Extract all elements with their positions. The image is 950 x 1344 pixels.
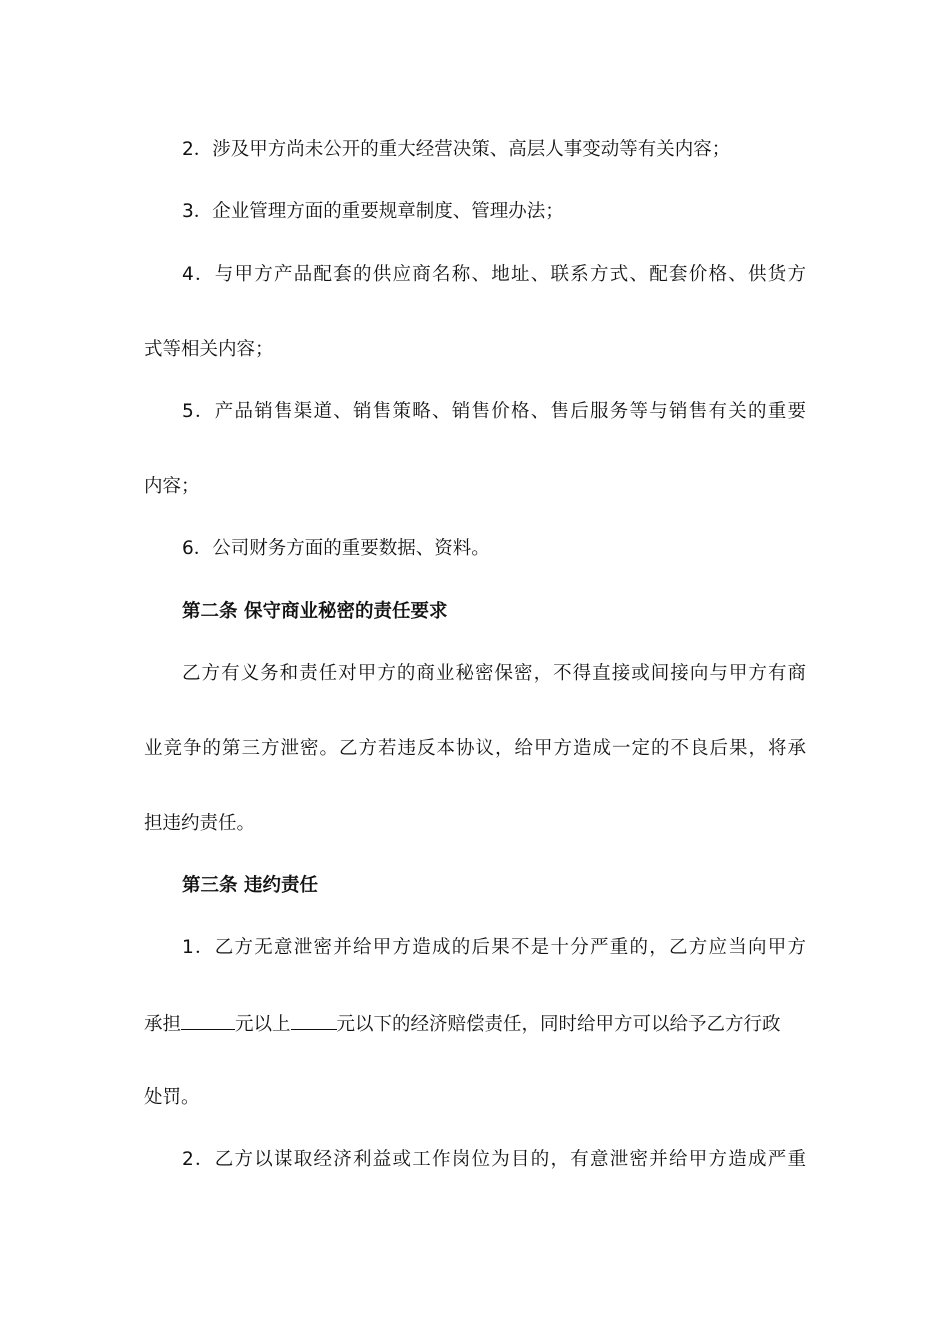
fill-in-blank[interactable] — [181, 1011, 235, 1030]
list-item-5-line2: 内容； — [144, 476, 200, 497]
list-item-6: 6．公司财务方面的重要数据、资料。 — [182, 538, 490, 559]
text-segment: 承担 — [144, 1014, 182, 1035]
text-segment: 元以下的经济赔偿责任，同时给甲方可以给予乙方行政 — [336, 1014, 781, 1035]
article-3-item1-line1: 1．乙方无意泄密并给甲方造成的后果不是十分严重的，乙方应当向甲方 — [182, 937, 806, 958]
article-2-heading: 第二条 保守商业秘密的责任要求 — [182, 601, 448, 622]
text-segment: 元以上 — [235, 1014, 291, 1035]
fill-in-blank[interactable] — [291, 1011, 337, 1030]
list-item-2: 2．涉及甲方尚未公开的重大经营决策、高层人事变动等有关内容； — [182, 139, 731, 160]
article-3-item2-line1: 2．乙方以谋取经济利益或工作岗位为目的，有意泄密并给甲方造成严重 — [182, 1149, 806, 1170]
list-item-3: 3．企业管理方面的重要规章制度、管理办法； — [182, 201, 564, 222]
list-item-4-line1: 4．与甲方产品配套的供应商名称、地址、联系方式、配套价格、供货方 — [182, 264, 806, 285]
article-2-line1: 乙方有义务和责任对甲方的商业秘密保密，不得直接或间接向与甲方有商 — [182, 663, 806, 684]
article-2-line3: 担违约责任。 — [144, 813, 256, 834]
article-2-line2: 业竞争的第三方泄密。乙方若违反本协议，给甲方造成一定的不良后果，将承 — [144, 738, 806, 759]
list-item-4-line2: 式等相关内容； — [144, 339, 274, 360]
list-item-5-line1: 5．产品销售渠道、销售策略、销售价格、售后服务等与销售有关的重要 — [182, 401, 806, 422]
article-3-heading: 第三条 违约责任 — [182, 875, 318, 896]
article-3-item1-line2 — [144, 1011, 806, 1037]
article-3-item1-line3: 处罚。 — [144, 1087, 200, 1108]
